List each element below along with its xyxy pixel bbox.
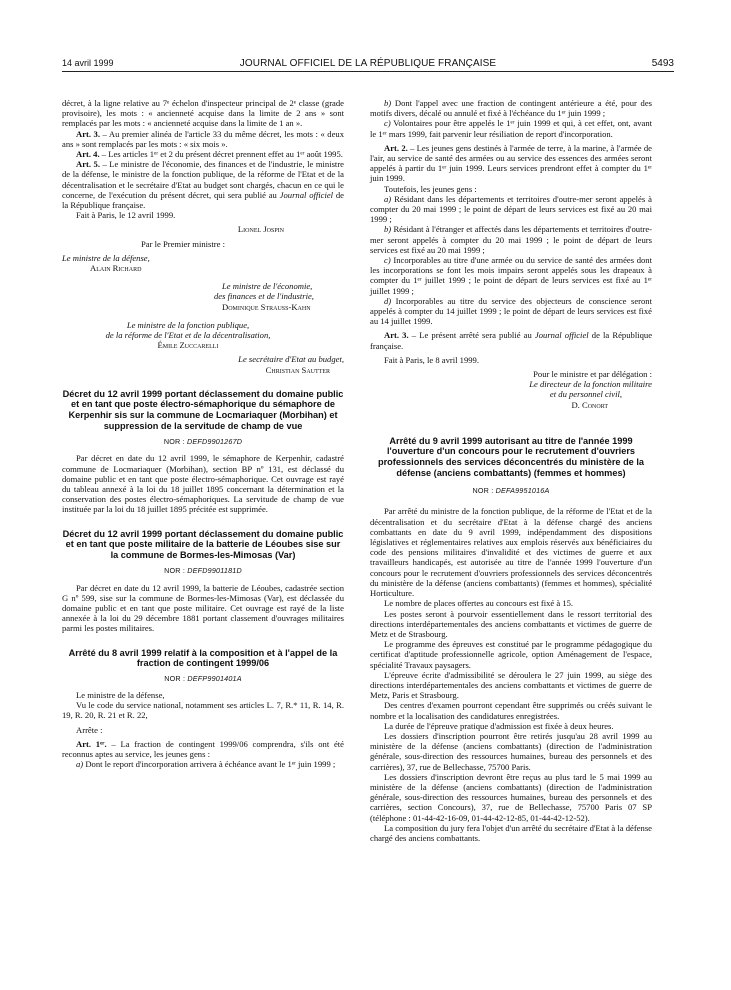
article-lead: Art. 4.	[76, 149, 100, 160]
paragraph: Le ministre de la défense,	[76, 690, 165, 701]
paragraph: décret, à la ligne relative au 7ᵉ échelon d'inspecteur principal de 2ᵉ classe (grade provisoire), les mots : « ancienneté acquise dans la limite de 2 ans » sont remplacés par les mots : « ancienneté acquise dans la limite de 1 an ».	[62, 98, 344, 129]
decree-1-text: Par décret en date du 12 avril 1999, le sémaphore de Kerpenhir, cadastré commune de Locmariaquer (Morbihan), section BP nº 131, est déclassé du domaine public et en tant que poste électro-sémaphorique. Cet ouvrage est rayé du tableau annexé à la loi du 18 juillet 1895 concernant la détermination et la conservation des postes électro-sémaphoriques. La servitude de champ de vue instituée par la loi du 18 juillet 1895 précitée est supprimée.	[62, 453, 344, 515]
right-column	[370, 98, 652, 843]
delegation-line: Pour le ministre et par délégation :	[533, 369, 652, 380]
fait-date: Fait à Paris, le 12 avril 1999.	[76, 210, 176, 221]
signatory-title: Le ministre de la défense,	[62, 252, 150, 263]
article-text: – Au premier alinéa de l'article 33 du même décret, les mots : « deux ans » sont remplacés par les mots : « six mois ».	[62, 128, 345, 149]
article-text-end: de la République française.	[62, 189, 344, 211]
paragraph: Les dossiers d'inscription pourront être retirés jusqu'au 28 avril 1999 au ministère de la défense (anciens combattants) (direction de l'administration générale, sous-direction des ressources humaines, bureau des personnels et des carrières), 37, rue de Bellechasse, 75700 Paris.	[370, 730, 652, 772]
article-lead: Art. 2.	[384, 142, 408, 153]
article-text: – Les jeunes gens destinés à l'armée de terre, à la marine, à l'armée de l'air, au service de santé des armées ou au service des essences des armées seront appelés à partir du 1ᵉʳ juin 1999. Leurs services prendront effet à compter du 1ᵉʳ juin 1999.	[370, 142, 652, 184]
article-5	[62, 159, 344, 210]
signatory-title: Le directeur de la fonction militaire	[529, 379, 652, 390]
paragraph: Des centres d'examen pourront cependant être supprimés ou créés suivant le nombre et la localisation des candidatures enregistrées.	[370, 700, 652, 721]
signatory-name: Dominique Strauss-Kahn	[222, 301, 311, 312]
article-3	[62, 129, 344, 149]
journal-officiel-ref: Journal officiel	[279, 189, 334, 200]
signatory-title: Le secrétaire d'Etat au budget,	[238, 354, 344, 365]
article-text: – La fraction de contingent 1999/06 comprendra, s'ils ont été reconnus aptes au service, les jeunes gens :	[62, 738, 344, 760]
signatory-title: et du personnel civil,	[549, 389, 622, 400]
paragraph: La composition du jury fera l'objet d'un arrêté du secrétaire d'Etat à la défense chargé des anciens combattants.	[370, 822, 652, 843]
article-lead: Art. 3.	[384, 330, 409, 341]
item-c: c) Volontaires pour être appelés le 1ᵉʳ juin 1999 et qui, à cet effet, ont, avant le 1ᵉʳ mars 1999, fait parvenir leur résiliation de report d'incorporation.	[370, 118, 652, 139]
arrete-1-nor: NOR : DEFP9901401A	[164, 673, 242, 683]
article-text: – Le présent arrêté sera publié au	[408, 330, 535, 341]
paragraph: La durée de l'épreuve pratique d'admission est fixée à deux heures.	[384, 720, 614, 731]
item-b: b) Dont l'appel avec une fraction de contingent antérieure a été, pour des motifs divers, décalé ou annulé et fixé à l'échéance du 1ᵉʳ juin 1999 ;	[370, 98, 652, 119]
arrete-2-title: Arrêté du 9 avril 1999 autorisant au titre de l'année 1999 l'ouverture d'un concours pour le recrutement d'ouvriers professionnels des services déconcentrés du ministère de la défense (anciens combattants) (femmes et hommes)	[377, 435, 645, 478]
item-a: a) Dont le report d'incorporation arrivera à échéance avant le 1ᵉʳ juin 1999 ;	[76, 759, 336, 770]
signatory-name: D. Conort	[571, 399, 608, 410]
par-premier-ministre: Par le Premier ministre :	[140, 238, 225, 249]
decree-1-title: Décret du 12 avril 1999 portant déclassement du domaine public et en tant que poste électro-sémaphorique du sémaphore de Kerpenhir sis sur la commune de Locmariaquer (Morbihan) et suppression de la servitude de champ de vue	[62, 388, 344, 431]
arrete-2-nor: NOR : DEFA9951016A	[472, 486, 550, 496]
item-a: a) Résidant dans les départements et territoires d'outre-mer seront appelés à compter du 20 mai 1999 ; le point de départ de leurs services est fixé au 20 mai 1999 ;	[370, 193, 652, 225]
decree-1-nor: NOR : DEFD9901267D	[163, 437, 243, 447]
article-lead: Art. 3.	[76, 128, 101, 139]
item-d: d) Incorporables au titre du service des objecteurs de conscience seront appelés à compter du 14 juillet 1999 ; le point de départ de leurs services est fixé au 14 juillet 1999.	[370, 295, 652, 327]
header-journal-title: JOURNAL OFFICIEL DE LA RÉPUBLIQUE FRANÇAISE	[239, 58, 497, 69]
paragraph: Les dossiers d'inscription devront être reçus au plus tard le 5 mai 1999 au ministère de la défense (anciens combattants) (direction de l'administration générale, sous-direction des ressources humaines, bureau des personnels et des carrières, section Concours), 37, rue de Bellechasse, 75700 Paris 07 SP (téléphone : 01-44-42-16-09, 01-44-42-12-85, 01-44-42-12-52).	[370, 771, 652, 823]
article-lead: Art. 5.	[76, 159, 100, 170]
fait-date: Fait à Paris, le 8 avril 1999.	[384, 354, 479, 365]
page-header	[62, 58, 674, 72]
paragraph: Toutefois, les jeunes gens :	[384, 183, 477, 194]
item-b: b) Résidant à l'étranger et affectés dans les départements et territoires d'outre-mer seront appelés à compter du 20 mai 1999 ; le point de départ de leurs services est fixé au 20 mai 1999 ;	[370, 224, 652, 255]
article-text: – Les articles 1ᵉʳ et 2 du présent décret prennent effet au 1ᵉʳ août 1995.	[99, 149, 343, 160]
signatory-name: Christian Sautter	[265, 364, 330, 375]
signatory-name: Émile Zuccarelli	[157, 340, 219, 351]
header-date: 14 avril 1999	[62, 58, 114, 68]
paragraph: L'épreuve écrite d'admissibilité se déroulera le 27 juin 1999, au siège des directions interdépartementales des anciens combattants et victimes de guerre de Metz, Paris et Strasbourg.	[370, 669, 652, 701]
decree-2-nor: NOR : DEFD9901181D	[164, 566, 242, 576]
decree-2-text: Par décret en date du 12 avril 1999, la batterie de Léoubes, cadastrée section G nº 599, sise sur la commune de Bormes-les-Mimosas (Var), est déclassée du domaine public et en tant que poste militaire. Cet ouvrage est rayé de la liste annexée à la loi du 29 décembre 1881 portant classement d'ouvrages militaires parmi les postes militaires.	[62, 582, 344, 634]
decree-2-title: Décret du 12 avril 1999 portant déclassement du domaine public et en tant que poste militaire de la batterie de Léoubes sise sur la commune de Bormes-les-Mimosas (Var)	[62, 528, 344, 560]
paragraph: Le nombre de places offertes au concours est fixé à 15.	[384, 598, 574, 609]
article-lead: Art. 1ᵉʳ.	[76, 738, 107, 749]
left-column	[62, 98, 344, 769]
header-page-number: 5493	[651, 58, 674, 69]
signatory-title: Le ministre de la fonction publique,	[126, 319, 250, 330]
header-rule	[62, 71, 674, 72]
article-1	[62, 739, 344, 759]
signatory-name: Alain Richard	[90, 263, 142, 274]
article-4	[62, 149, 344, 159]
paragraph: Les postes seront à pourvoir essentiellement dans le ressort territorial des directions interdépartementales des anciens combattants et victimes de guerre de Metz et de Strasbourg.	[370, 608, 652, 639]
arrete-label: Arrête :	[76, 724, 103, 735]
item-c: c) Incorporables au titre d'une armée ou du service de santé des armées dont les incorporations se font les mois impairs seront appelés sous les drapeaux à compter du 1ᵉʳ juillet 1999 ; le point de départ de leurs services est fixé au 1ᵉʳ juillet 1999 ;	[370, 255, 652, 296]
paragraph: Par arrêté du ministre de la fonction publique, de la réforme de l'Etat et de la décentralisation et du secrétaire d'Etat à la défense chargé des anciens combattants en date du 9 avril 1999, indépendamment des dispositions législatives et réglementaires relatives aux emplois réservés aux bénéficiaires du code des pensions militaires d'invalidité et des victimes de guerre et aux travailleurs handicapés, est autorisée au titre de l'année 1999 l'ouverture d'un concours pour le recrutement d'ouvriers professionnels des services déconcentrés du ministère de la défense (anciens combattants) (femmes et hommes), spécialité Horticulture.	[370, 506, 652, 599]
journal-officiel-ref: Journal officiel	[534, 330, 589, 341]
signatory-title: de la réforme de l'Etat et de la décentralisation,	[105, 330, 271, 341]
signatory-title: Le ministre de l'économie,	[222, 281, 313, 292]
article-text: – Le ministre de l'économie, des finances et de l'industrie, le ministre de la défense, le ministre de la fonction publique, de la réforme de l'Etat et de la décentralisation et le secrétaire d'Etat au budget sont chargés, chacun en ce qui le concerne, de l'exécution du présent décret, qui sera publié au	[62, 159, 344, 200]
signature-pm: Lionel Jospin	[237, 224, 284, 235]
article-2	[370, 143, 652, 184]
article-3: Art. 3. – Le présent arrêté sera publié au Journal officiel de la République française.	[370, 330, 653, 351]
paragraph: Le programme des épreuves est constitué par le programme pédagogique du certificat d'aptitude professionnelle agricole, option Aménagement de l'espace, spécialité Travaux paysagers.	[370, 639, 652, 670]
signatory-title: des finances et de l'industrie,	[214, 291, 314, 302]
arrete-1-title: Arrêté du 8 avril 1999 relatif à la composition et à l'appel de la fraction de contingent 1999/06	[68, 647, 338, 669]
paragraph: Vu le code du service national, notamment ses articles L. 7, R.* 11, R. 14, R. 19, R. 20, R. 21 et R. 22,	[62, 700, 344, 721]
